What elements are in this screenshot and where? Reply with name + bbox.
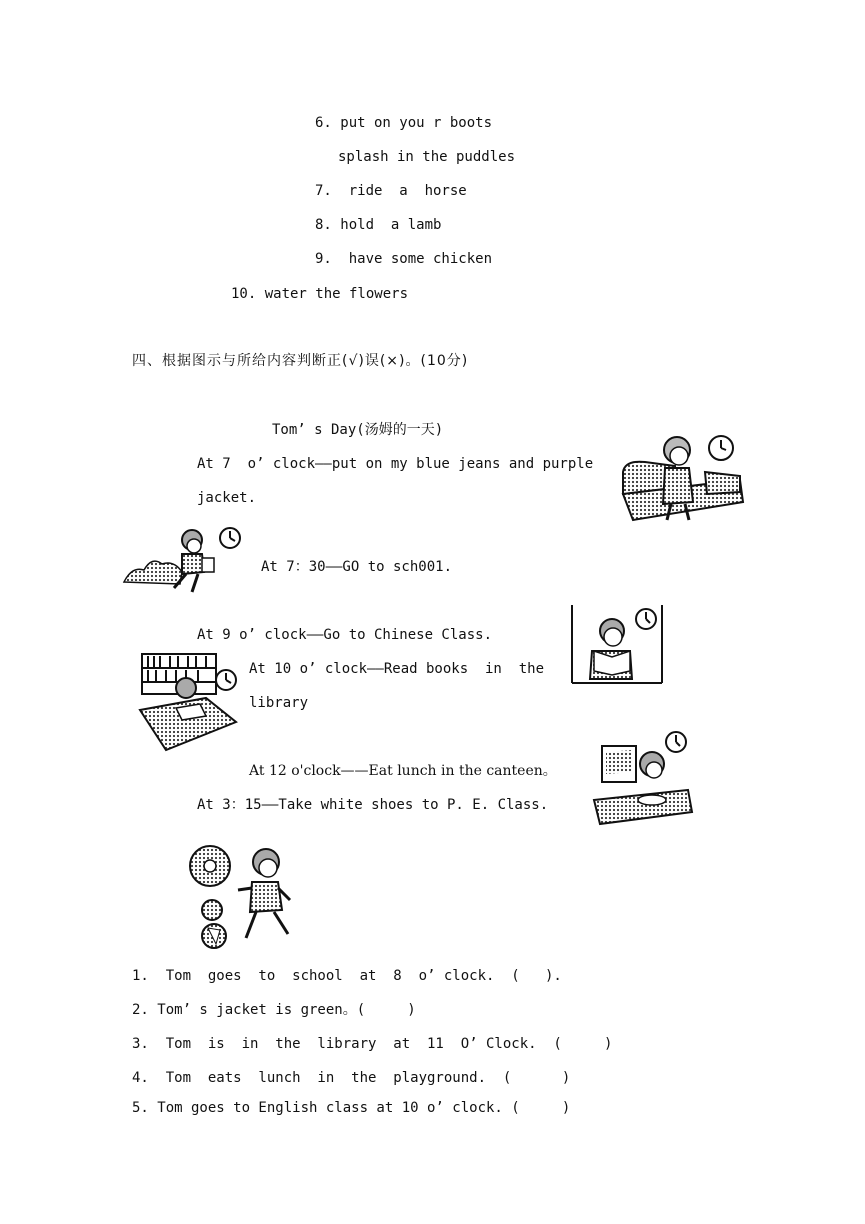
phrase-6b: splash in the puddles [338,149,516,165]
story-entry-4: At 10 o’ clock——Read books in the [249,661,545,677]
library-illustration [136,650,240,754]
story-entry-1b: jacket. [197,490,257,506]
phrase-9: 9. have some chicken [315,251,493,267]
question-5: 5. Tom goes to English class at 10 o’ clock. ( ) [132,1100,571,1116]
question-1: 1. Tom goes to school at 8 o’ clock. ( ). [132,968,562,984]
story-entry-1: At 7 o’ clock——put on my blue jeans and purple [197,456,594,472]
story-entry-6: At 3：15——Take white shoes to P. E. Class. [197,797,549,813]
boy-on-sofa-illustration [615,432,745,524]
story-entry-2: At 7：30——GO to sch001. [261,559,453,575]
phrase-7: 7. ride a horse [315,183,467,199]
question-3: 3. Tom is in the library at 11 O’ Clock. ( ) [132,1036,613,1052]
story-title: Tom’ s Day(汤姆的一天) [272,422,444,438]
story-entry-3: At 9 o’ clock——Go to Chinese Class. [197,627,493,643]
question-4: 4. Tom eats lunch in the playground. ( ) [132,1070,571,1086]
phrase-6: 6. put on you r boots [315,115,493,131]
story-entry-4b: library [249,695,309,711]
phrase-8: 8. hold a lamb [315,217,442,233]
phrase-10: 10. water the flowers [231,286,409,302]
section-heading: 四、根据图示与所给内容判断正(√)误(×)。(10分) [132,353,469,369]
football-illustration [186,840,300,952]
boy-reading-illustration [568,603,668,689]
boy-walking-illustration [122,526,246,596]
story-entry-5: At 12 o'clock——Eat lunch in the canteen。 [249,763,557,779]
question-2: 2. Tom’ s jacket is green。( ) [132,1002,416,1018]
canteen-illustration [592,728,696,828]
